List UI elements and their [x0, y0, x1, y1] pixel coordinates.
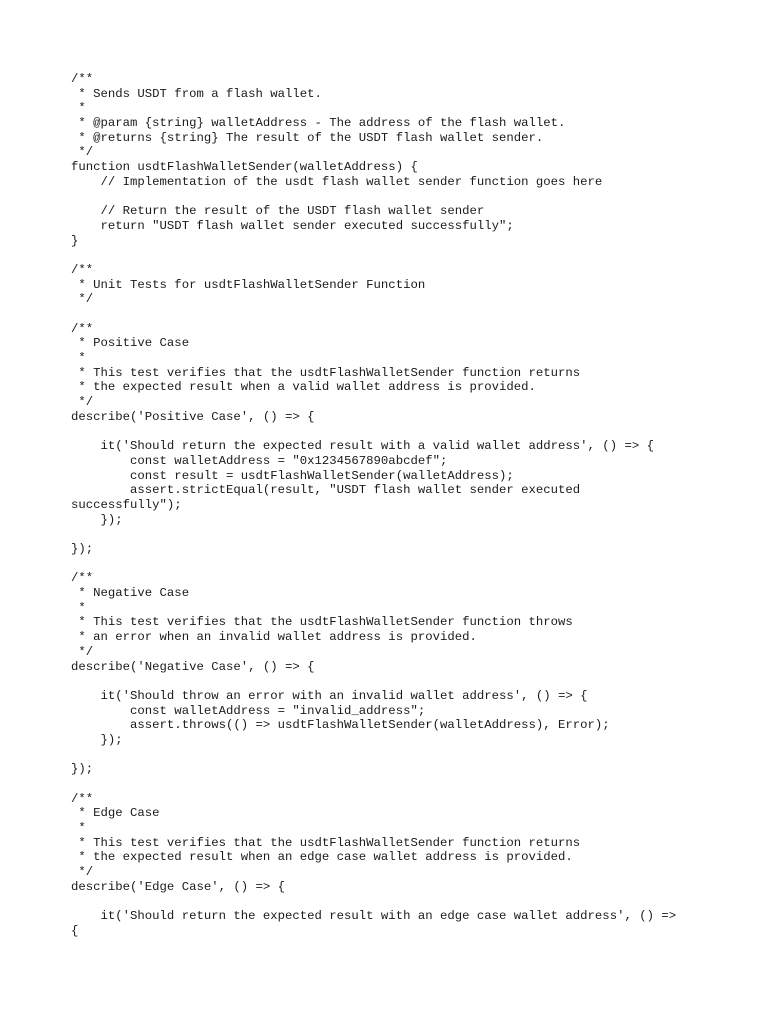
code-line: });	[71, 762, 94, 777]
code-line: /**	[71, 321, 94, 336]
code-line	[71, 748, 731, 763]
code-line	[71, 190, 731, 205]
code-line: describe('Edge Case', () => {	[71, 879, 286, 894]
code-line: /**	[71, 72, 94, 86]
code-line: * Positive Case	[71, 336, 190, 351]
code-line	[71, 674, 731, 689]
code-line: const result = usdtFlashWalletSender(walletAddress);	[71, 468, 514, 483]
code-line: */	[71, 395, 94, 410]
code-line: *	[71, 821, 86, 836]
code-line	[71, 777, 731, 792]
code-line: it('Should return the expected result with a valid wallet address', () => {	[71, 439, 654, 454]
code-line: });	[71, 732, 123, 747]
code-line: * @param {string} walletAddress - The address of the flash wallet.	[71, 116, 566, 131]
code-line: * Edge Case	[71, 806, 160, 821]
code-line: */	[71, 145, 94, 160]
code-line: const walletAddress = "invalid_address";	[71, 703, 426, 718]
code-line: assert.strictEqual(result, "USDT flash wallet sender executed	[71, 483, 581, 498]
code-line: */	[71, 292, 94, 307]
code-line: * Negative Case	[71, 586, 190, 601]
code-line	[71, 557, 731, 572]
code-line: it('Should return the expected result with an edge case wallet address', () =>	[71, 909, 677, 924]
code-line	[71, 527, 731, 542]
code-line: }	[71, 233, 79, 248]
code-line	[71, 895, 731, 910]
code-line	[71, 307, 731, 322]
code-line: * This test verifies that the usdtFlashWalletSender function returns	[71, 835, 581, 850]
code-line: * This test verifies that the usdtFlashWalletSender function throws	[71, 615, 573, 630]
code-line: * the expected result when a valid wallet address is provided.	[71, 380, 536, 395]
code-line: *	[71, 351, 86, 366]
code-line: */	[71, 865, 94, 880]
code-line: // Return the result of the USDT flash wallet sender	[71, 204, 485, 219]
code-line	[71, 425, 731, 440]
code-line: * the expected result when an edge case wallet address is provided.	[71, 850, 573, 865]
code-listing	[71, 72, 731, 939]
code-line: * an error when an invalid wallet address is provided.	[71, 630, 477, 645]
code-line: function usdtFlashWalletSender(walletAddress) {	[71, 160, 418, 175]
code-line	[71, 248, 731, 263]
code-line: assert.throws(() => usdtFlashWalletSender(walletAddress), Error);	[71, 718, 610, 733]
code-line: // Implementation of the usdt flash wallet sender function goes here	[71, 174, 603, 189]
code-line: const walletAddress = "0x1234567890abcdef";	[71, 453, 448, 468]
code-line: successfully");	[71, 497, 182, 512]
code-line: * This test verifies that the usdtFlashWalletSender function returns	[71, 365, 581, 380]
code-line: */	[71, 644, 94, 659]
code-line: *	[71, 600, 86, 615]
code-line: {	[71, 923, 79, 938]
code-line: });	[71, 512, 123, 527]
code-line: /**	[71, 262, 94, 277]
code-line: describe('Negative Case', () => {	[71, 659, 315, 674]
code-line: describe('Positive Case', () => {	[71, 409, 315, 424]
code-line: *	[71, 101, 86, 116]
code-line: * Unit Tests for usdtFlashWalletSender Function	[71, 277, 426, 292]
code-line: * @returns {string} The result of the USDT flash wallet sender.	[71, 130, 544, 145]
code-line: });	[71, 542, 94, 556]
code-line: /**	[71, 791, 94, 806]
code-line: /**	[71, 571, 94, 586]
code-line: return "USDT flash wallet sender executed successfully";	[71, 218, 514, 233]
code-line: it('Should throw an error with an invalid wallet address', () => {	[71, 688, 588, 703]
code-line: * Sends USDT from a flash wallet.	[71, 86, 322, 101]
